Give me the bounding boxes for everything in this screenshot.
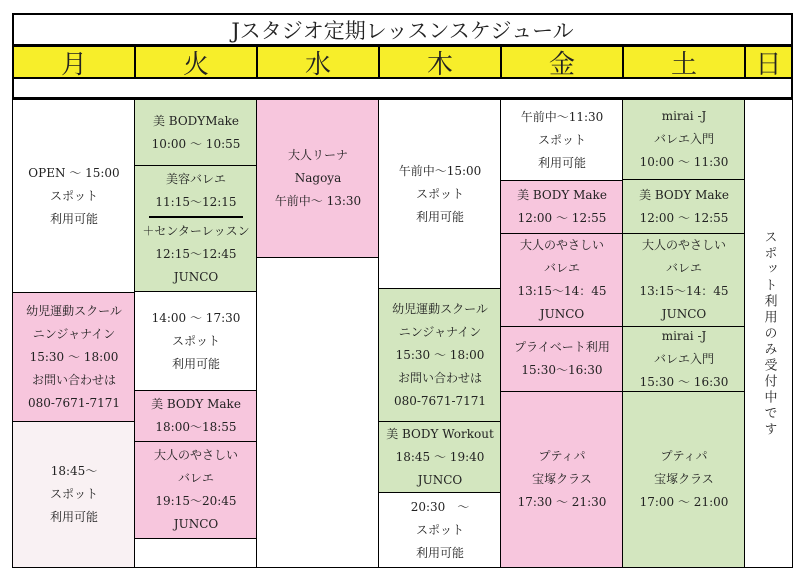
schedule-line: OPEN ～ 15:00 bbox=[28, 165, 120, 180]
schedule-line: プティパ bbox=[538, 449, 586, 463]
day-tuesday: 火 bbox=[134, 45, 258, 79]
sat-slot-body-make bbox=[622, 179, 746, 234]
fri-slot-petipa bbox=[500, 391, 624, 568]
schedule-line: スポット bbox=[415, 186, 464, 201]
schedule-line: 美 BODY Make bbox=[517, 188, 607, 202]
tue-beauty-ballet-part1 bbox=[155, 168, 236, 214]
sat-slot-mirai-afternoon bbox=[622, 326, 746, 392]
thu-slot-spot bbox=[378, 99, 502, 289]
schedule-line: 15:30～16:30 bbox=[521, 363, 603, 377]
schedule-line: ＋センターレッスン bbox=[142, 224, 250, 238]
day-monday: 月 bbox=[12, 45, 136, 79]
wed-slot-adult-rina bbox=[256, 99, 380, 258]
schedule-line: 12:15～12:45 bbox=[155, 247, 237, 261]
schedule-line: スポット bbox=[537, 132, 586, 147]
schedule-line: 宝塚クラス bbox=[532, 472, 592, 486]
schedule-line: JUNCO bbox=[173, 270, 219, 284]
schedule-line: 15:30 ～ 18:00 bbox=[29, 349, 119, 364]
schedule-line: 利用可能 bbox=[171, 356, 220, 371]
schedule-line: 美 BODY Workout bbox=[386, 426, 494, 441]
schedule-line: 20:30 ～ bbox=[410, 499, 470, 514]
schedule-line: 利用可能 bbox=[537, 155, 586, 170]
schedule-line: 幼児運動スクール bbox=[392, 301, 488, 316]
mon-slot-spot bbox=[12, 99, 136, 293]
tue-slot-spot bbox=[134, 291, 258, 391]
divider bbox=[149, 216, 243, 218]
sun-slot-spot-only bbox=[744, 99, 793, 568]
tue-slot-empty bbox=[134, 538, 258, 568]
schedule-line: 美 BODYMake bbox=[152, 113, 240, 128]
schedule-line: バレエ bbox=[177, 471, 214, 485]
schedule-line: スポット bbox=[415, 522, 464, 537]
schedule-line: 12:00 ～ 12:55 bbox=[517, 211, 607, 225]
schedule-line: ニンジャナイン bbox=[32, 326, 116, 341]
sat-slot-adult-ballet bbox=[622, 233, 746, 327]
schedule-line: ニンジャナイン bbox=[398, 324, 482, 339]
schedule-line: 17:30 ～ 21:30 bbox=[517, 495, 607, 509]
schedule-line: 12:00 ～ 12:55 bbox=[639, 210, 729, 225]
schedule-line: 午前中～15:00 bbox=[398, 163, 482, 178]
schedule-line: 15:30 ～ 18:00 bbox=[395, 347, 485, 362]
schedule-line: お問い合わせは bbox=[31, 372, 116, 387]
schedule-line: スポット bbox=[49, 188, 98, 203]
schedule-line: 美 BODY Make bbox=[151, 397, 241, 411]
tue-slot-adult-ballet bbox=[134, 441, 258, 539]
schedule-line: プライベート利用 bbox=[514, 340, 610, 354]
schedule-line: 宝塚クラス bbox=[654, 472, 714, 486]
schedule-line: 10:00 ～ 11:30 bbox=[639, 155, 729, 169]
schedule-line: 午前中～11:30 bbox=[520, 109, 604, 124]
schedule-line: プティパ bbox=[660, 449, 708, 463]
page-title: Jスタジオ定期レッスンスケジュール bbox=[12, 13, 793, 46]
schedule-line: バレエ入門 bbox=[653, 351, 714, 366]
spacer-row bbox=[12, 79, 793, 99]
day-friday: 金 bbox=[500, 45, 624, 79]
schedule-line: 13:15～14：45 bbox=[517, 284, 607, 298]
schedule-line: 10:00 ～ 10:55 bbox=[151, 136, 241, 151]
schedule-line: 19:15～20:45 bbox=[155, 494, 237, 508]
schedule-line: Nagoya bbox=[294, 171, 342, 185]
schedule-line: お問い合わせは bbox=[397, 370, 482, 385]
schedule-line: 美容バレエ bbox=[165, 172, 226, 186]
fri-slot-body-make bbox=[500, 180, 624, 234]
schedule-line: 利用可能 bbox=[415, 209, 464, 224]
schedule-line: バレエ入門 bbox=[653, 132, 714, 146]
schedule-line: 利用可能 bbox=[49, 211, 98, 226]
schedule-line: JUNCO bbox=[661, 307, 707, 321]
schedule-line: 大人リーナ bbox=[287, 148, 348, 162]
schedule-line: mirai -J bbox=[661, 109, 707, 123]
schedule-line: 大人のやさしい bbox=[519, 238, 604, 252]
schedule-line: バレエ bbox=[665, 261, 702, 275]
tue-slot-body-make-evening bbox=[134, 390, 258, 442]
wed-slot-empty bbox=[256, 257, 380, 568]
schedule-line: スポット bbox=[49, 487, 98, 501]
day-header-row bbox=[12, 45, 793, 79]
fri-slot-private bbox=[500, 326, 624, 392]
tue-center-lesson bbox=[142, 220, 249, 289]
schedule-line: 美 BODY Make bbox=[639, 187, 729, 202]
day-wednesday: 水 bbox=[256, 45, 380, 79]
thu-slot-kids-school bbox=[378, 288, 502, 422]
tue-slot-beauty-ballet bbox=[134, 165, 258, 292]
schedule-line: 18:45～ bbox=[50, 464, 98, 478]
day-saturday: 土 bbox=[622, 45, 746, 79]
day-sunday: 日 bbox=[744, 45, 793, 79]
mon-slot-kids-school bbox=[12, 292, 136, 422]
schedule-line: 18:45 ～ 19:40 bbox=[395, 449, 485, 464]
schedule-line: 午前中～ 13:30 bbox=[274, 194, 362, 208]
sat-slot-mirai-morning bbox=[622, 99, 746, 180]
thu-slot-body-workout bbox=[378, 421, 502, 493]
schedule-line: 11:15～12:15 bbox=[155, 195, 237, 209]
schedule-line: mirai -J bbox=[661, 328, 707, 343]
schedule-line: 利用可能 bbox=[415, 545, 464, 560]
schedule-line: 13:15～14：45 bbox=[639, 284, 729, 298]
sun-spot-text: スポット利用のみ受付中です bbox=[761, 229, 777, 438]
schedule-line: 080-7671-7171 bbox=[27, 395, 121, 410]
schedule-line: バレエ bbox=[543, 261, 580, 275]
schedule-line: 利用可能 bbox=[49, 510, 98, 524]
schedule-line: スポット bbox=[171, 333, 220, 348]
schedule-line: 15:30 ～ 16:30 bbox=[639, 374, 729, 389]
schedule-line: 14:00 ～ 17:30 bbox=[151, 310, 241, 325]
schedule-line: 幼児運動スクール bbox=[26, 303, 122, 318]
schedule-line: 大人のやさしい bbox=[153, 448, 238, 462]
day-thursday: 木 bbox=[378, 45, 502, 79]
schedule-line: JUNCO bbox=[173, 517, 219, 531]
tue-slot-body-make bbox=[134, 99, 258, 166]
schedule-line: JUNCO bbox=[417, 472, 463, 487]
sat-slot-petipa bbox=[622, 391, 746, 568]
schedule-line: 080-7671-7171 bbox=[393, 393, 487, 408]
mon-slot-evening-spot bbox=[12, 421, 136, 568]
schedule-line: 17:00 ～ 21:00 bbox=[639, 495, 729, 509]
schedule-line: 18:00～18:55 bbox=[155, 420, 237, 434]
schedule-line: 大人のやさしい bbox=[641, 238, 726, 252]
schedule-line: JUNCO bbox=[539, 307, 585, 321]
thu-slot-evening-spot bbox=[378, 492, 502, 568]
fri-slot-spot bbox=[500, 99, 624, 181]
fri-slot-adult-ballet bbox=[500, 233, 624, 327]
